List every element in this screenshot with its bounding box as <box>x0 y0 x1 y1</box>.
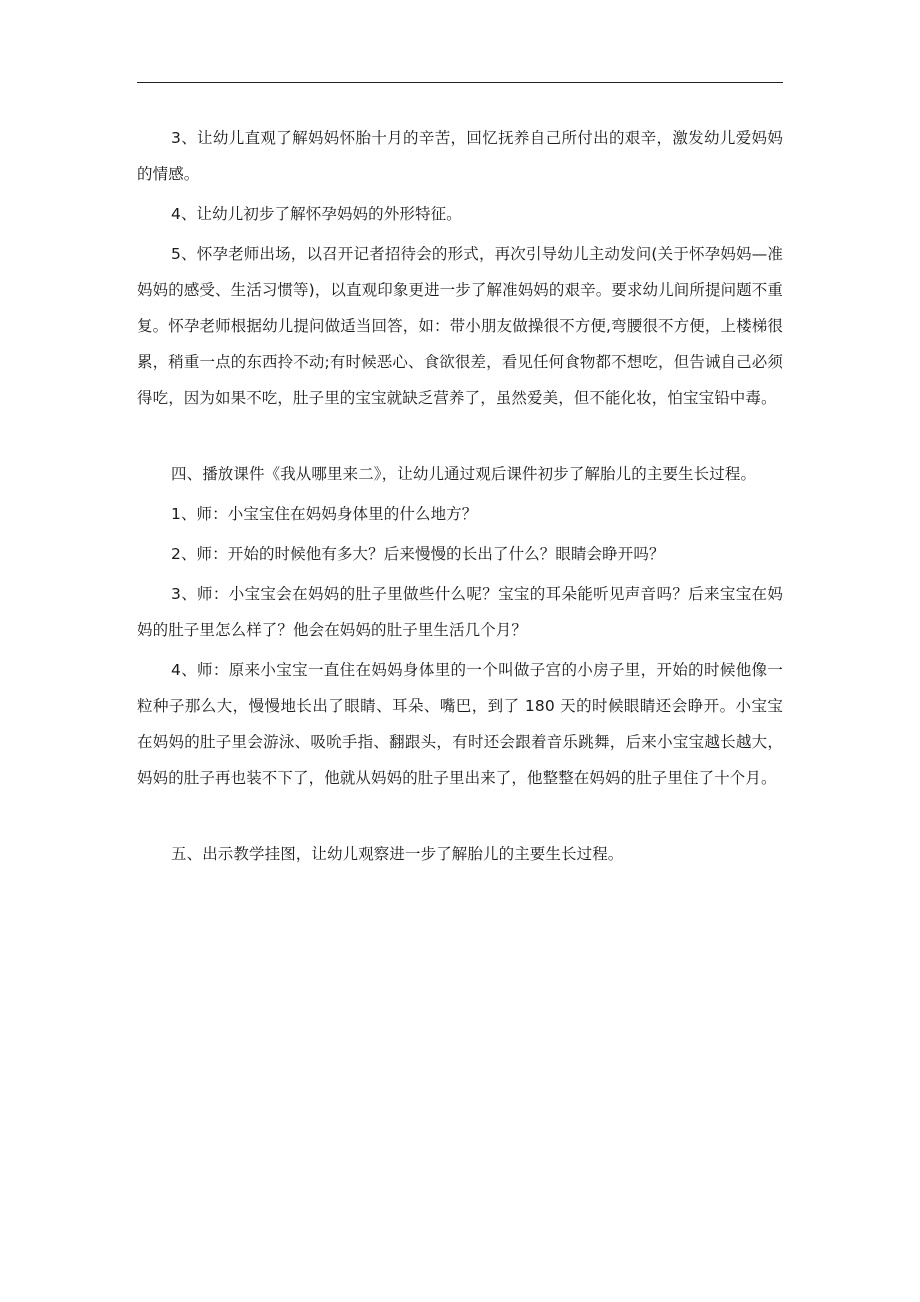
question-2: 2、师：开始的时候他有多大？后来慢慢的长出了什么？眼睛会睁开吗？ <box>171 545 665 563</box>
section-heading-4: 四、播放课件《我从哪里来二》，让幼儿通过观后课件初步了解胎儿的主要生长过程。 <box>171 465 757 483</box>
question-3: 3、师：小宝宝会在妈妈的肚子里做些什么呢？宝宝的耳朵能听见声音吗？后来宝宝在妈妈的肚子里怎么样了？他会在妈妈的肚子里生活几个月？ <box>137 585 783 639</box>
answer-4: 4、师：原来小宝宝一直住在妈妈身体里的一个叫做子宫的小房子里，开始的时候他像一粒种子那么大，慢慢地长出了眼睛、耳朵、嘴巴，到了 180 天的时候眼睛还会睁开。小宝宝在妈妈的肚子里会游泳、吸吮手指、翻跟头，有时还会跟着音乐跳舞，后来小宝宝越长越大，妈妈的肚子再也装不下了，他就从妈妈的肚子里出来了，他整整在妈妈的肚子里住了十个月。 <box>137 661 783 787</box>
header-rule <box>137 82 783 83</box>
paragraph-goal-3: 3、让幼儿直观了解妈妈怀胎十月的辛苦，回忆抚养自己所付出的艰辛，激发幼儿爱妈妈的情感。 <box>137 129 783 183</box>
document-body <box>137 120 783 872</box>
section-heading-5: 五、出示教学挂图，让幼儿观察进一步了解胎儿的主要生长过程。 <box>171 845 624 863</box>
paragraph-goal-4: 4、让幼儿初步了解怀孕妈妈的外形特征。 <box>171 205 462 223</box>
paragraph-goal-5: 5、怀孕老师出场，以召开记者招待会的形式，再次引导幼儿主动发问(关于怀孕妈妈—准妈妈的感受、生活习惯等)，以直观印象更进一步了解准妈妈的艰辛。要求幼儿间所提问题不重复。怀孕老师根据幼儿提问做适当回答，如：带小朋友做操很不方便,弯腰很不方便，上楼梯很累，稍重一点的东西拎不动;有时候恶心、食欲很差，看见任何食物都不想吃，但告诫自己必须得吃，因为如果不吃，肚子里的宝宝就缺乏营养了，虽然爱美，但不能化妆，怕宝宝铅中毒。 <box>137 245 783 407</box>
question-1: 1、师：小宝宝住在妈妈身体里的什么地方？ <box>171 505 478 523</box>
